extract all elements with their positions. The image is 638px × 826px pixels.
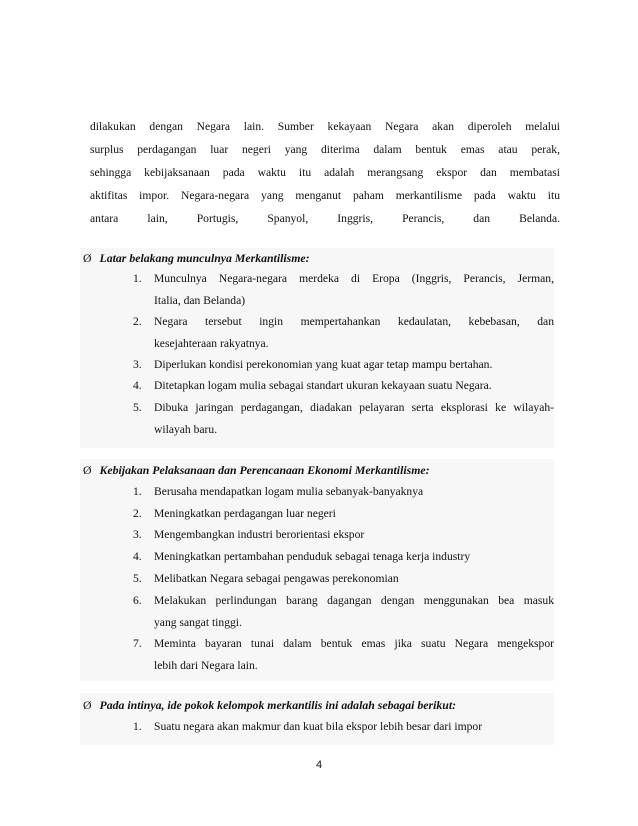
list-number: 6.: [133, 594, 142, 607]
list-item-text: Negara tersebut ingin mempertahankan kedaulatan, kebebasan, dan: [154, 315, 554, 328]
list-number: 3.: [133, 358, 142, 371]
list-item-text: Ditetapkan logam mulia sebagai standart ukuran kekayaan suatu Negara.: [154, 379, 492, 392]
intro-line: dilakukan dengan Negara lain. Sumber kekayaan Negara akan diperoleh melalui: [90, 120, 560, 133]
list-item-text: kesejahteraan rakyatnya.: [154, 337, 269, 350]
section-heading-text: Kebijakan Pelaksanaan dan Perencanaan Ekonomi Merkantilisme:: [99, 463, 430, 477]
intro-line: sehingga kebijaksanaan pada waktu itu adalah merangsang ekspor dan membatasi: [90, 166, 560, 179]
list-item-text: yang sangat tinggi.: [154, 616, 242, 629]
arrow-bullet-icon: Ø: [83, 251, 92, 265]
list-number: 4.: [133, 379, 142, 392]
list-number: 7.: [133, 637, 142, 650]
section-heading-text: Latar belakang munculnya Merkantilisme:: [99, 251, 310, 265]
page-number: 4: [315, 759, 323, 771]
list-number: 1.: [133, 720, 142, 733]
list-number: 2.: [133, 507, 142, 520]
section-heading: [83, 696, 456, 714]
list-item-text: Meminta bayaran tunai dalam bentuk emas jika suatu Negara mengekspor: [154, 637, 554, 650]
list-item-text: Meningkatkan perdagangan luar negeri: [154, 507, 336, 520]
arrow-bullet-icon: Ø: [83, 698, 92, 712]
list-number: 4.: [133, 550, 142, 563]
list-number: 1.: [133, 485, 142, 498]
list-number: 3.: [133, 528, 142, 541]
list-item-text: Melakukan perlindungan barang dagangan dengan menggunakan bea masuk: [154, 594, 554, 607]
list-item-text: Dibuka jaringan perdagangan, diadakan pelayaran serta eksplorasi ke wilayah-: [154, 401, 554, 414]
section-heading: [83, 249, 310, 267]
list-item-text: Melibatkan Negara sebagai pengawas perekonomian: [154, 572, 399, 585]
list-item-text: Suatu negara akan makmur dan kuat bila ekspor lebih besar dari impor: [154, 720, 483, 733]
list-number: 1.: [133, 272, 142, 285]
list-item-text: Italia, dan Belanda): [154, 294, 246, 307]
list-number: 5.: [133, 401, 142, 414]
list-item-text: Mengembangkan industri berorientasi ekspor: [154, 528, 365, 541]
list-number: 2.: [133, 315, 142, 328]
list-item-text: Diperlukan kondisi perekonomian yang kuat agar tetap mampu bertahan.: [154, 358, 493, 371]
list-item-text: Meningkatkan pertambahan penduduk sebagai tenaga kerja industry: [154, 550, 471, 563]
intro-line: surplus perdagangan luar negeri yang diterima dalam bentuk emas atau perak,: [90, 143, 560, 156]
section-heading-text: Pada intinya, ide pokok kelompok merkantilis ini adalah sebagai berikut:: [99, 698, 457, 712]
list-number: 5.: [133, 572, 142, 585]
section-heading: [83, 461, 430, 479]
intro-line: antara lain, Portugis, Spanyol, Inggris, Perancis, dan Belanda.: [90, 212, 560, 225]
arrow-bullet-icon: Ø: [83, 463, 92, 477]
list-item-text: Berusaha mendapatkan logam mulia sebanyak-banyaknya: [154, 485, 424, 498]
list-item-text: lebih dari Negara lain.: [154, 659, 258, 672]
list-item-text: wilayah baru.: [154, 423, 218, 436]
list-item-text: Munculnya Negara-negara merdeka di Eropa (Inggris, Perancis, Jerman,: [154, 272, 554, 285]
intro-line: aktifitas impor. Negara-negara yang menganut paham merkantilisme pada waktu itu: [90, 189, 560, 202]
